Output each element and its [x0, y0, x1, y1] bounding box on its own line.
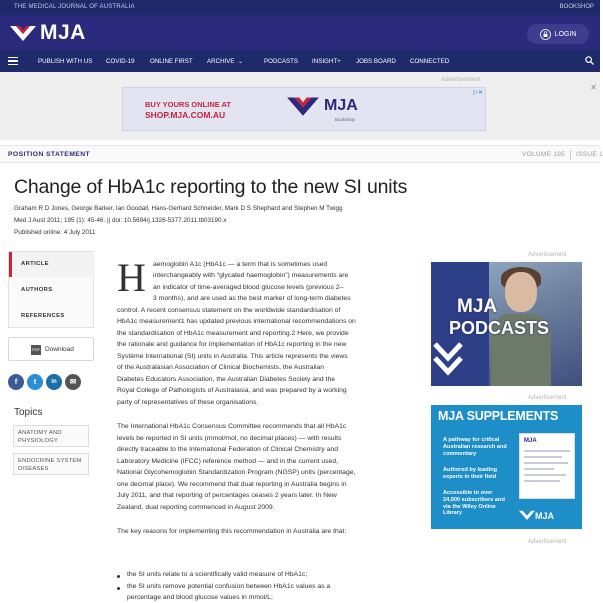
nav-jobs-board[interactable]: JOBS BOARD [356, 58, 396, 65]
bookshop-banner-ad[interactable] [122, 87, 486, 131]
nav-archive-label: ARCHIVE [207, 58, 235, 65]
drop-cap: H [117, 255, 146, 300]
cover-text-line [524, 456, 562, 458]
mja-logo[interactable] [10, 22, 86, 44]
body-line: HbA1c measurement1 has updated previous international recommendations on [117, 318, 356, 325]
twitter-icon[interactable]: t [27, 374, 43, 390]
body-line: the standardisation of HbA1c measurement and reporting.2 Here, we provide [117, 330, 349, 337]
download-pdf-button[interactable] [8, 337, 94, 361]
download-label: Download [45, 346, 74, 353]
citation: Med J Aust 2011; 195 (1): 45-46. || doi: 10.5694/j.1326-5377.2011.tb03190.x [14, 217, 227, 224]
mja-chevron-icon [285, 95, 321, 117]
body-line: aemoglobin A1c (HbA1c — a term that is sometimes used [153, 261, 328, 268]
author-list[interactable]: Graham R D Jones, George Barker, Ian Goodall, Hans-Gerhard Schneider, Mark D S Shephard and Stephen M Twigg [14, 205, 343, 212]
page-title: Change of HbA1c reporting to the new SI units [14, 176, 408, 198]
tab-article-label: ARTICLE [21, 261, 49, 267]
banner-brand-text: MJA [324, 97, 358, 114]
nav-connected[interactable]: CONNECTED [410, 58, 450, 65]
list-item: percentage and blood glucose values in mmol/L; [127, 594, 273, 601]
article-type-strip [0, 145, 603, 163]
banner-line-1: BUY YOURS ONLINE AT [145, 100, 231, 109]
body-line: The International HbA1c Consensus Committee recommends that all HbA1c [117, 423, 347, 430]
search-icon[interactable] [585, 56, 594, 65]
mja-chevron-icon [10, 24, 36, 42]
body-line: Diabetes Educators Association, the Australian Diabetes Society and the [117, 376, 336, 383]
body-line: Système International (SI) units in Australia. This article represents the views [117, 353, 348, 360]
list-item: the SI units remove potential confusion between HbA1c values as a [127, 583, 331, 590]
article-tabs [8, 251, 94, 328]
cover-text-line [524, 462, 568, 464]
topic-tag[interactable]: ANATOMY AND PHYSIOLOGY [13, 425, 89, 447]
body-line: Laboratory Medicine (IFCC) reference method — and in the current used, [117, 458, 339, 465]
nav-online-first[interactable]: ONLINE FIRST [150, 58, 193, 65]
article-type: POSITION STATEMENT [8, 151, 91, 158]
nav-publish[interactable]: PUBLISH WITH US [38, 58, 93, 65]
body-line: control. A recent consensus statement on the worldwide standardisation of [117, 307, 341, 314]
nav-archive[interactable] [207, 58, 243, 65]
ad-choices-icon[interactable]: ▷✕ [473, 90, 483, 96]
volume-link[interactable]: VOLUME 195 [522, 151, 566, 158]
supp-title: MJA SUPPLEMENTS [438, 409, 559, 423]
body-line: directly traceable to the International Federation of Clinical Chemistry and [117, 446, 339, 453]
logo-wordmark: MJA [40, 21, 86, 44]
nav-insight[interactable]: INSIGHT+ [312, 58, 341, 65]
body-line: party of representatives of these organisations. [117, 399, 259, 406]
tab-references[interactable] [9, 304, 95, 329]
body-line: the rationale and guidance for implementation of HbA1c reporting in the new [117, 341, 347, 348]
email-icon[interactable]: ✉ [65, 374, 81, 390]
pdf-icon: PDF [31, 345, 41, 355]
cover-brand: MJA [524, 438, 537, 444]
main-nav [0, 50, 600, 72]
supp-point: A pathway for critical Australian research and commentary [443, 437, 507, 457]
nav-podcasts[interactable]: PODCASTS [264, 58, 299, 65]
cover-text-line [524, 480, 560, 482]
body-line: of the Australasian Association of Clinical Biochemists, the Australian [117, 364, 325, 371]
list-item: the SI units relate to a scientifically valid measure of HbA1c; [127, 571, 308, 578]
topics-heading: Topics [14, 407, 43, 418]
body-line: 3 months), and are used as the best marker of long-term diabetes [153, 295, 351, 302]
nav-covid[interactable]: COVID-19 [106, 58, 135, 65]
menu-icon[interactable] [8, 57, 18, 65]
site-header [0, 15, 600, 50]
podcast-title: PODCASTS [449, 318, 550, 338]
issue-link[interactable]: ISSUE 1 [576, 151, 603, 158]
body-line: interchangeably with “glycated haemoglobin”) measurements are [153, 272, 349, 279]
mja-chevron-icon [519, 509, 535, 521]
ad-label: Advertisement [441, 76, 481, 83]
supp-footer-brand: MJA [535, 511, 555, 521]
body-line: an indicator of time-averaged blood glucose levels (previous 2– [153, 284, 344, 291]
topic-tag[interactable]: ENDOCRINE SYSTEM DISEASES [13, 453, 89, 475]
tab-article[interactable] [9, 252, 95, 277]
mja-chevron-icon [433, 340, 463, 384]
tab-authors[interactable] [9, 278, 95, 303]
body-line: Zealand, dual reporting commenced in August 2009. [117, 504, 275, 511]
podcast-photo-face [505, 272, 537, 312]
ad-label: Advertisement [528, 252, 567, 258]
bullet-icon [117, 575, 120, 578]
banner-brand [285, 95, 358, 117]
bookshop-link[interactable]: BOOKSHOP [559, 4, 594, 10]
divider [570, 150, 571, 160]
podcast-brand: MJA [457, 296, 498, 317]
published-date: Published online: 4 July 2011 [14, 229, 96, 236]
tab-references-label: REFERENCES [21, 313, 65, 319]
close-icon[interactable]: ✕ [590, 83, 597, 92]
supp-point: Authored by leading experts in their field [443, 467, 498, 480]
body-line: levels be reported in SI units (mmol/mol, no decimal places) — with results [117, 435, 342, 442]
banner-sub: Bookshop [335, 117, 356, 122]
tab-authors-label: AUTHORS [21, 287, 53, 293]
facebook-icon[interactable]: f [8, 374, 24, 390]
linkedin-icon[interactable]: in [46, 374, 62, 390]
login-label: LOGIN [554, 30, 577, 38]
body-line: Royal College of Pathologists of Australasia, and was prepared by a working [117, 387, 347, 394]
banner-line-2: SHOP.MJA.COM.AU [145, 110, 226, 120]
ad-label: Advertisement [528, 539, 567, 545]
body-line: one decimal place). We recommend that dual reporting in Australia begins in [117, 481, 347, 488]
top-utility-bar [0, 0, 600, 15]
cover-text-line [524, 450, 570, 452]
podcasts-ad[interactable] [431, 262, 582, 386]
cover-text-line [524, 474, 566, 476]
cover-text-line [524, 468, 554, 470]
body-line: July 2011, and that reporting of percentages ceases 2 years later. In New [117, 492, 337, 499]
chevron-down-icon: ⌄ [237, 58, 244, 65]
lock-icon [540, 29, 551, 40]
login-button[interactable] [527, 24, 589, 44]
body-line: National Glycohemoglobin Standardization Program (NGSP) units (percentage, [117, 469, 356, 476]
ad-label: Advertisement [528, 395, 567, 401]
supplements-ad[interactable] [431, 405, 582, 529]
supp-point: Accessible to over 24,000 subscribers and via the Wiley Online Library [443, 490, 505, 517]
body-line: The key reasons for implementing this recommendation in Australia are that: [117, 528, 347, 535]
journal-name[interactable]: THE MEDICAL JOURNAL OF AUSTRALIA [14, 4, 135, 10]
bullet-icon [117, 587, 120, 590]
supplement-cover [519, 433, 575, 499]
